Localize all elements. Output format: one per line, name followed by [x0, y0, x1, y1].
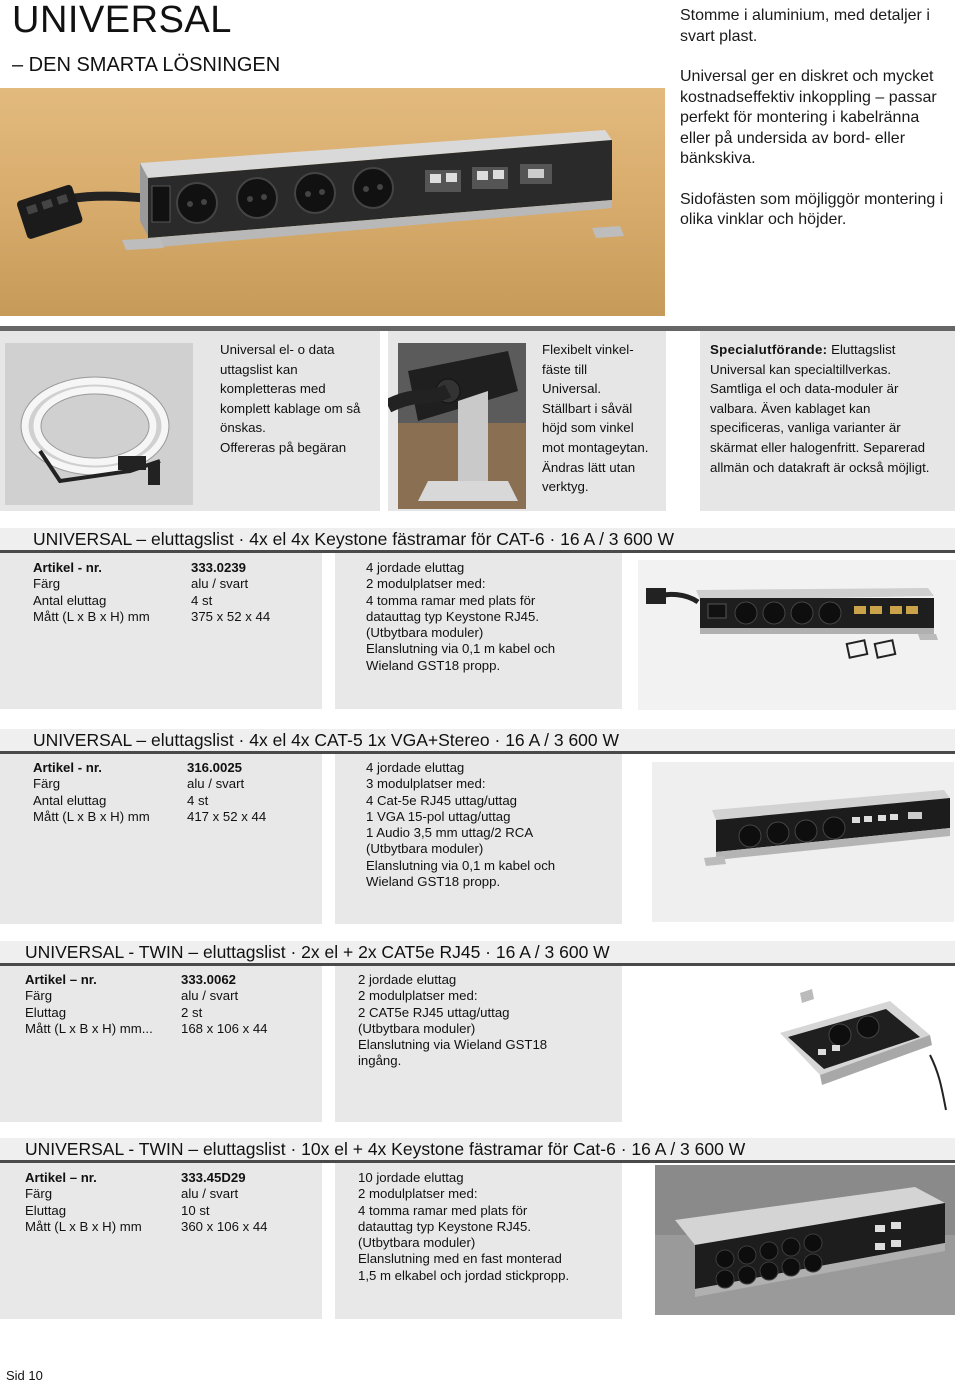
bracket-text-line: höjd som vinkel [542, 420, 634, 436]
bracket-photo [388, 331, 528, 511]
desc-line: Elanslutning via 0,1 m kabel och [366, 641, 556, 657]
spec-value: alu / svart [181, 988, 239, 1004]
bracket-text-line: verktyg. [542, 479, 589, 495]
special-text-line: valbara. Även kablaget kan [710, 400, 871, 416]
page-title: UNIVERSAL [12, 0, 232, 41]
spec-label: Eluttag [25, 1004, 67, 1020]
spec-label: Färg [33, 776, 61, 792]
product-4-labels [25, 1170, 142, 1235]
spec-value: alu / svart [181, 1186, 239, 1202]
bracket-description-panel [528, 331, 666, 511]
product-1-photo [638, 560, 956, 710]
product-1-values [191, 560, 270, 625]
hero-product-photo [0, 88, 665, 316]
desc-line: 4 tomma ramar med plats för [358, 1202, 528, 1218]
desc-line: Wieland GST18 propp. [366, 874, 501, 890]
cable-coil-photo [0, 331, 205, 511]
bracket-text-line: Ställbart i såväl [542, 400, 633, 416]
spec-value: alu / svart [191, 576, 249, 592]
product-4-title-bar [0, 1138, 955, 1163]
spec-label: Artikel – nr. [25, 972, 97, 987]
special-design-panel [700, 331, 955, 511]
spec-value: 316.0025 [187, 760, 243, 775]
bracket-text-line: Ändras lätt utan [542, 459, 636, 475]
desc-line: 2 modulplatser med: [358, 988, 478, 1004]
spec-label: Artikel – nr. [25, 1170, 97, 1185]
product-4-values [181, 1170, 268, 1235]
cable-description-panel [205, 331, 380, 511]
desc-line: 1 Audio 3,5 mm uttag/2 RCA [366, 825, 534, 841]
spec-value: 333.0062 [181, 972, 237, 987]
desc-line: ingång. [358, 1053, 402, 1069]
desc-line: 3 modulplatser med: [366, 776, 486, 792]
product-1-title: UNIVERSAL – eluttagslist · 4x el 4x Keystone fästramar för CAT-6 · 16 A / 3 600 W [33, 529, 674, 549]
bracket-text-line: Flexibelt vinkel- [542, 342, 634, 357]
product-1-title-bar [0, 528, 955, 553]
product-1-labels [33, 560, 150, 625]
desc-line: Elanslutning med en fast monterad [358, 1251, 562, 1267]
spec-label: Mått (L x B x H) mm [33, 608, 150, 624]
special-text-line: specificeras, vanliga varianter är [710, 420, 901, 436]
desc-line: (Utbytbara moduler) [358, 1020, 476, 1036]
desc-line: (Utbytbara moduler) [366, 841, 484, 857]
product-3-title: UNIVERSAL - TWIN – eluttagslist · 2x el + 2x CAT5e RJ45 · 16 A / 3 600 W [25, 942, 610, 962]
page-number: Sid 10 [6, 1368, 43, 1383]
special-text-line: allmän och datakraft är också möjligt. [710, 459, 930, 475]
page-subtitle: – DEN SMARTA LÖSNINGEN [12, 54, 281, 76]
product-3-title-bar [0, 941, 955, 966]
product-2-title-bar [0, 729, 955, 754]
desc-line: datauttag typ Keystone RJ45. [358, 1218, 532, 1234]
cable-text-line: Universal el- o data [220, 342, 335, 357]
desc-line: Elanslutning via Wieland GST18 [358, 1037, 548, 1053]
intro-paragraph-2: Universal ger en diskret och mycket kostnadseffektiv inkoppling – passar perfekt för montering i kabelränna eller på undersida av bord- eller bänkskiva. [680, 68, 937, 167]
product-3-description [358, 972, 547, 1070]
spec-value: 10 st [181, 1202, 210, 1218]
desc-line: datauttag typ Keystone RJ45. [366, 608, 540, 624]
desc-line: 1 VGA 15-pol uttag/uttag [366, 808, 511, 824]
spec-value: 4 st [191, 592, 213, 608]
product-3-values [181, 972, 268, 1037]
bracket-text-line: fäste till [542, 361, 588, 377]
spec-label: Artikel - nr. [33, 560, 102, 575]
product-4-title: UNIVERSAL - TWIN – eluttagslist · 10x el + 4x Keystone fästramar för Cat-6 · 16 A / 3 600 W [25, 1139, 746, 1159]
cable-text-line: uttagslist kan [220, 361, 298, 377]
spec-value: 168 x 106 x 44 [181, 1020, 268, 1036]
desc-line: Elanslutning via 0,1 m kabel och [366, 857, 556, 873]
special-first-word: Eluttagslist [831, 342, 896, 357]
desc-line: 2 CAT5e RJ45 uttag/uttag [358, 1004, 510, 1020]
spec-label: Artikel - nr. [33, 760, 102, 775]
cable-text-line: Offereras på begäran [220, 439, 347, 455]
product-4-description [358, 1170, 569, 1284]
product-2-labels [33, 760, 150, 825]
spec-label: Mått (L x B x H) mm... [25, 1020, 153, 1036]
spec-value: 360 x 106 x 44 [181, 1218, 268, 1234]
spec-label: Mått (L x B x H) mm [25, 1218, 142, 1234]
product-3-photo [760, 975, 952, 1115]
cable-text-line: komplett kablage om så [220, 400, 361, 416]
desc-line: 4 jordade eluttag [366, 560, 465, 575]
intro-text [680, 6, 950, 231]
cable-photo-panel [0, 331, 205, 511]
spec-value: 417 x 52 x 44 [187, 808, 267, 824]
spec-label: Antal eluttag [33, 592, 107, 608]
bracket-photo-panel [388, 331, 528, 511]
desc-line: 1,5 m elkabel och jordad stickpropp. [358, 1267, 570, 1283]
product-2-description [366, 760, 555, 890]
product-4-photo [655, 1165, 955, 1315]
desc-line: 4 tomma ramar med plats för [366, 592, 536, 608]
cable-text-line: önskas. [220, 420, 266, 436]
desc-line: 2 modulplatser med: [366, 576, 486, 592]
spec-label: Färg [33, 576, 61, 592]
product-3-labels [25, 972, 153, 1037]
product-2-title: UNIVERSAL – eluttagslist · 4x el 4x CAT-5 1x VGA+Stereo · 16 A / 3 600 W [33, 730, 620, 750]
desc-line: 10 jordade eluttag [358, 1170, 464, 1185]
spec-value: 333.45D29 [181, 1170, 246, 1185]
cable-text-line: kompletteras med [220, 381, 326, 397]
product-2-values [187, 760, 266, 825]
bracket-text-line: Universal. [542, 381, 602, 397]
product-2-photo [652, 762, 954, 922]
spec-value: alu / svart [187, 776, 245, 792]
desc-line: (Utbytbara moduler) [366, 625, 484, 641]
bracket-text-line: mot montageytan. [542, 439, 649, 455]
desc-line: 4 jordade eluttag [366, 760, 465, 775]
desc-line: Wieland GST18 propp. [366, 657, 501, 673]
special-heading: Specialutförande: [710, 342, 828, 357]
special-text-line: Universal kan specialtillverkas. [710, 361, 892, 377]
spec-value: 4 st [187, 792, 209, 808]
spec-value: 375 x 52 x 44 [191, 608, 271, 624]
desc-line: 2 jordade eluttag [358, 972, 457, 987]
product-1-description [366, 560, 555, 674]
spec-value: 2 st [181, 1004, 203, 1020]
desc-line: (Utbytbara moduler) [358, 1235, 476, 1251]
spec-label: Mått (L x B x H) mm [33, 808, 150, 824]
spec-value: 333.0239 [191, 560, 247, 575]
desc-line: 2 modulplatser med: [358, 1186, 478, 1202]
special-text-line: skärmat eller halogenfritt. Separerad [710, 439, 926, 455]
spec-label: Färg [25, 1186, 53, 1202]
spec-label: Antal eluttag [33, 792, 107, 808]
intro-paragraph-3: Sidofästen som möjliggör montering i olika vinklar och höjder. [680, 190, 944, 228]
intro-paragraph-1: Stomme i aluminium, med detaljer i svart plast. [680, 7, 930, 45]
spec-label: Färg [25, 988, 53, 1004]
spec-label: Eluttag [25, 1202, 67, 1218]
special-text-line: Samtliga el och data-moduler är [710, 381, 899, 397]
desc-line: 4 Cat-5e RJ45 uttag/uttag [366, 792, 518, 808]
